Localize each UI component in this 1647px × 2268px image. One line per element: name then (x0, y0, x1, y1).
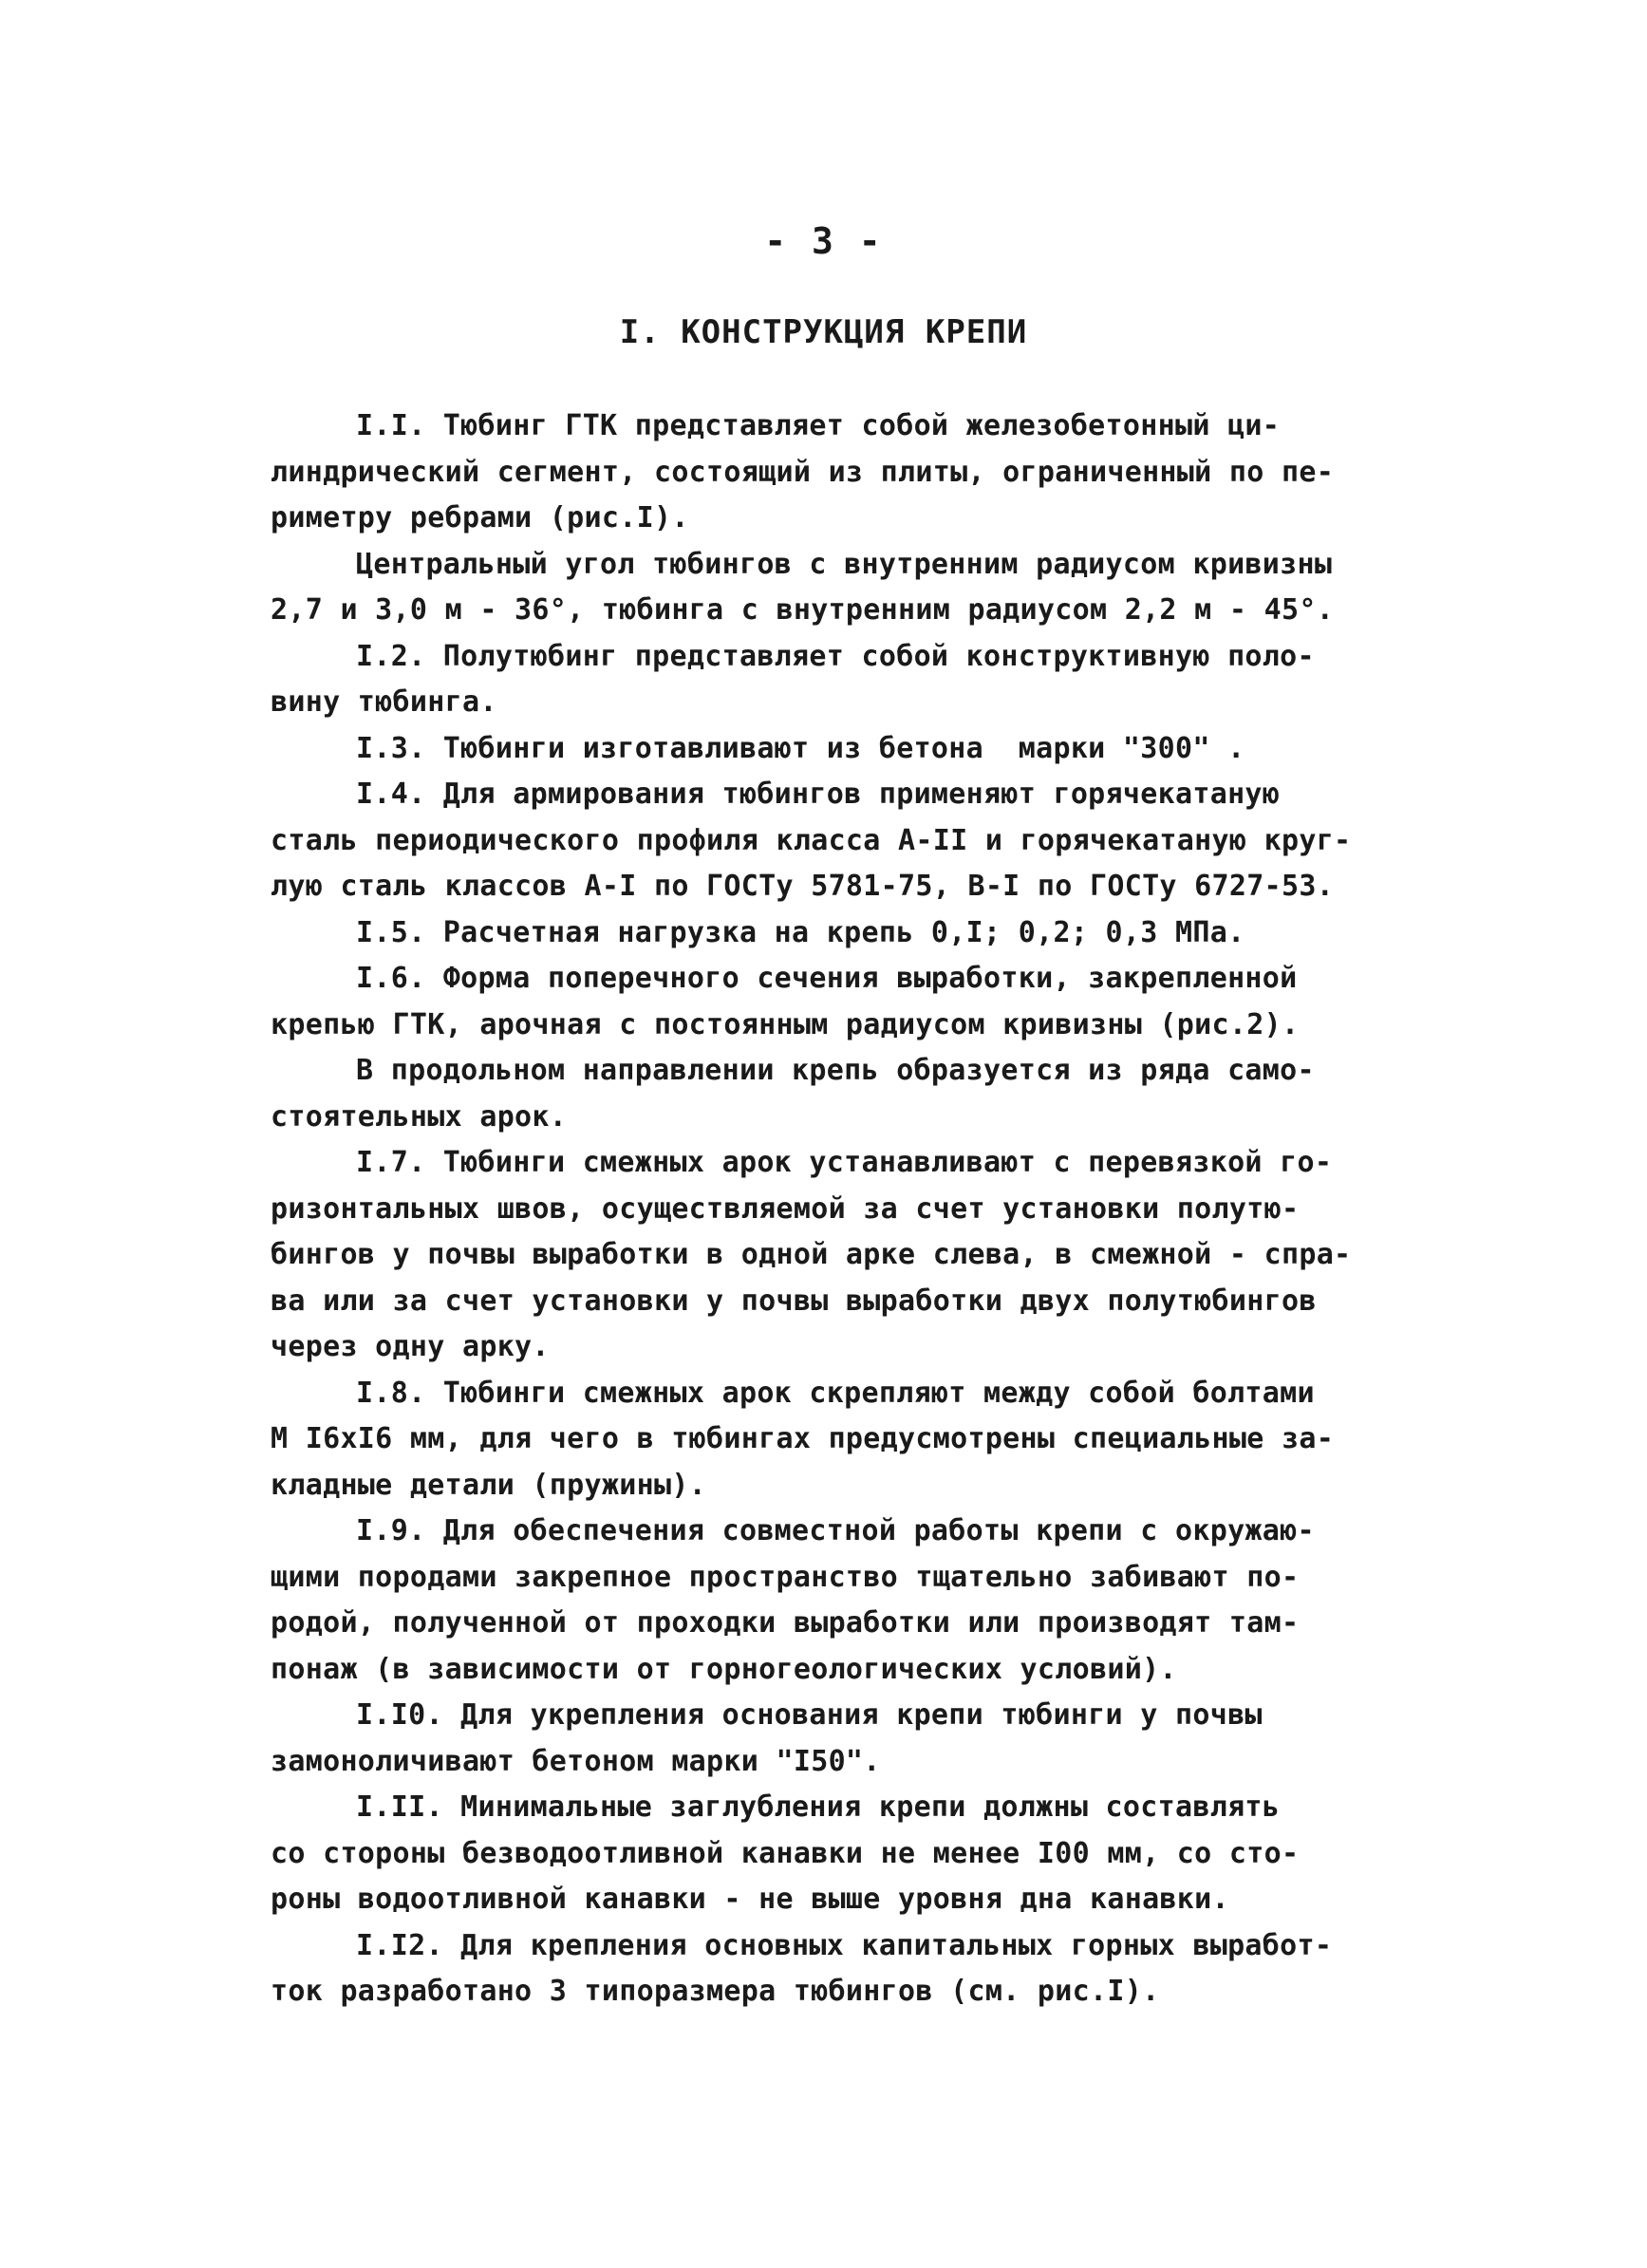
text-line: I.I2. Для крепления основных капитальных горных выработ- (356, 1928, 1333, 1962)
text-line: ток разработано 3 типоразмера тюбингов (см. рис.I). (271, 1975, 1160, 2008)
text-line: I.6. Форма поперечного сечения выработки, закрепленной (356, 962, 1298, 995)
text-line: ризонтальных швов, осуществляемой за счет установки полутю- (271, 1191, 1300, 1226)
text-line: роны водоотливной канавки - не выше уровня дна канавки. (271, 1883, 1229, 1916)
text-line: щими породами закрепное пространство тщательно забивают по- (271, 1560, 1300, 1594)
section-title: I. КОНСТРУКЦИЯ КРЕПИ (619, 313, 1028, 351)
text-line: вину тюбинга. (271, 685, 497, 719)
text-line: крепью ГТК, арочная с постоянным радиусом кривизны (рис.2). (271, 1007, 1300, 1041)
text-line: В продольном направлении крепь образуется из ряда само- (356, 1054, 1315, 1087)
text-line: бингов у почвы выработки в одной арке слева, в смежной - спра- (271, 1238, 1352, 1271)
text-line: М I6хI6 мм, для чего в тюбингах предусмотрены специальные за- (271, 1422, 1335, 1455)
body-text (271, 403, 1410, 2015)
text-line: риметру ребрами (рис.I). (271, 501, 689, 534)
text-line: I.7. Тюбинги смежных арок устанавливают с перевязкой го- (356, 1146, 1333, 1179)
text-line: I.I. Тюбинг ГТК представляет собой железобетонный ци- (356, 409, 1281, 442)
text-line: I.9. Для обеспечения совместной работы крепи с окружаю- (356, 1514, 1315, 1547)
text-line: I.3. Тюбинги изготавливают из бетона марки "300" . (356, 731, 1245, 765)
text-line: через одну арку. (271, 1330, 550, 1363)
text-line: лую сталь классов А-I по ГОСТу 5781-75, В-I по ГОСТу 6727-53. (271, 870, 1335, 903)
text-line: I.I0. Для укрепления основания крепи тюбинги у почвы (356, 1698, 1263, 1732)
text-line: I.8. Тюбинги смежных арок скрепляют между собой болтами (356, 1376, 1315, 1410)
text-line: замоноличивают бетоном марки "I50". (271, 1744, 881, 1778)
text-line: линдрический сегмент, состоящий из плиты, ограниченный по пе- (271, 455, 1335, 489)
text-line: сталь периодического профиля класса А-II и горячекатаную круг- (271, 823, 1352, 857)
text-line: понаж (в зависимости от горногеологических условий). (271, 1652, 1177, 1686)
text-line: I.II. Минимальные заглубления крепи должны составлять (356, 1790, 1281, 1824)
text-line: I.4. Для армирования тюбингов применяют горячекатаную (356, 778, 1281, 811)
text-line: I.2. Полутюбинг представляет собой конструктивную поло- (356, 639, 1315, 673)
text-line: ва или за счет установки у почвы выработки двух полутюбингов (271, 1284, 1317, 1318)
text-line: стоятельных арок. (271, 1099, 568, 1134)
page-number: - 3 - (764, 220, 883, 262)
text-line: Центральный угол тюбингов с внутренним радиусом кривизны (356, 547, 1333, 581)
text-line: кладные детали (пружины). (271, 1468, 707, 1502)
text-line: со стороны безводоотливной канавки не менее I00 мм, со сто- (271, 1836, 1300, 1870)
text-line: 2,7 и 3,0 м - 36°, тюбинга с внутренним радиусом 2,2 м - 45°. (271, 593, 1335, 627)
text-line: I.5. Расчетная нагрузка на крепь 0,I; 0,2; 0,3 МПа. (356, 915, 1245, 949)
text-line: родой, полученной от проходки выработки или производят там- (271, 1606, 1300, 1640)
